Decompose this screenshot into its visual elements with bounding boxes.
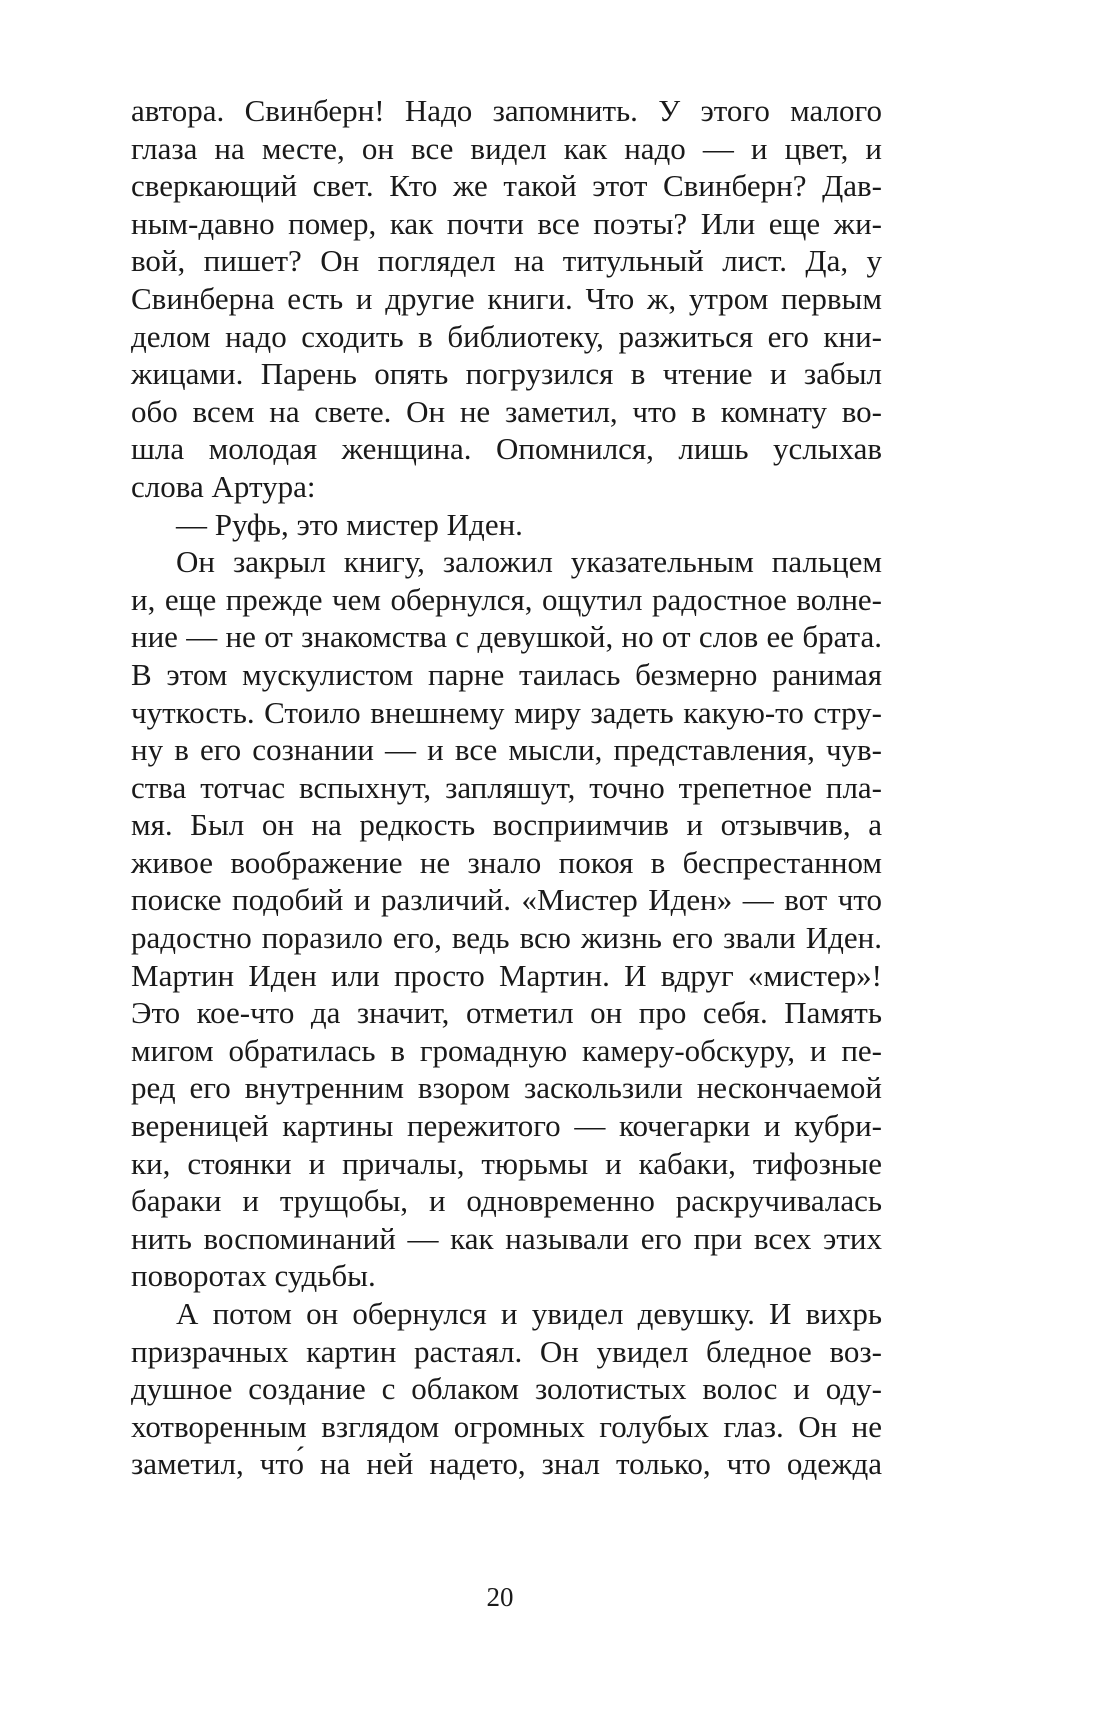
text-line: А потом он обернулся и увидел девушку. И вихрь xyxy=(176,1296,882,1331)
text-line: Он закрыл книгу, заложил указательным пальцем xyxy=(176,544,882,580)
text-line: глаза на месте, он все видел как надо — и цвет, и xyxy=(131,130,882,166)
text-line: Это кое-что да значит, отметил он про себя. Память xyxy=(131,995,882,1031)
text-line: обо всем на свете. Он не заметил, что в комнату во- xyxy=(131,393,882,429)
text-line: — Руфь, это мистер Иден. xyxy=(176,506,523,542)
text-line: ки, стоянки и причалы, тюрьмы и кабаки, тифозные xyxy=(131,1145,882,1181)
text-line: мигом обратилась в громадную камеру-обскуру, и пе- xyxy=(131,1032,882,1068)
text-line: чуткость. Стоило внешнему миру задеть какую-то стру- xyxy=(131,694,882,730)
text-line: ние — не от знакомства с девушкой, но от слов ее брата. xyxy=(131,619,882,655)
text-line: заметил, что́ на ней надето, знал только, что одежда xyxy=(131,1446,882,1482)
text-line: ства тотчас вспыхнут, запляшут, точно трепетное пла- xyxy=(131,769,882,805)
text-line: радостно поразило его, ведь всю жизнь его звали Иден. xyxy=(131,920,882,956)
text-line: ред его внутренним взором заскользили нескончаемой xyxy=(131,1070,882,1106)
text-line: и, еще прежде чем обернулся, ощутил радостное волне- xyxy=(131,581,882,617)
text-line: нить воспоминаний — как называли его при всех этих xyxy=(131,1220,882,1256)
text-line: поиске подобий и различий. «Мистер Иден» — вот что xyxy=(131,882,882,918)
text-line: поворотах судьбы. xyxy=(131,1258,376,1294)
text-line: В этом мускулистом парне таилась безмерно ранимая xyxy=(131,656,882,692)
page-number: 20 xyxy=(486,1582,514,1612)
text-line: мя. Был он на редкость восприимчив и отзывчив, а xyxy=(131,807,882,843)
text-line: жицами. Парень опять погрузился в чтение и забыл xyxy=(131,356,882,392)
text-line: автора. Свинберн! Надо запомнить. У этого малого xyxy=(131,93,882,128)
text-line: сверкающий свет. Кто же такой этот Свинберн? Дав- xyxy=(131,168,882,204)
text-line: делом надо сходить в библиотеку, разжиться его кни- xyxy=(131,318,882,354)
text-line: живое воображение не знало покоя в беспрестанном xyxy=(131,844,882,880)
text-line: ну в его сознании — и все мысли, представления, чув- xyxy=(131,732,882,768)
text-line: ным-давно помер, как почти все поэты? Или еще жи- xyxy=(131,205,882,241)
text-line: Свинберна есть и другие книги. Что ж, утром первым xyxy=(131,280,882,316)
text-line: душное создание с облаком золотистых волос и оду- xyxy=(131,1371,882,1407)
book-page-text xyxy=(131,92,882,1483)
text-line: бараки и трущобы, и одновременно раскручивалась xyxy=(131,1183,882,1219)
text-line: хотворенным взглядом огромных голубых глаз. Он не xyxy=(131,1408,882,1444)
text-line: Мартин Иден или просто Мартин. И вдруг «мистер»! xyxy=(131,957,882,993)
text-line: вереницей картины пережитого — кочегарки и кубри- xyxy=(131,1108,882,1144)
text-line: шла молодая женщина. Опомнился, лишь услыхав xyxy=(131,431,882,467)
text-line: вой, пишет? Он поглядел на титульный лист. Да, у xyxy=(131,243,882,279)
text-line: слова Артура: xyxy=(131,468,316,504)
text-line: призрачных картин растаял. Он увидел бледное воз- xyxy=(131,1333,882,1369)
